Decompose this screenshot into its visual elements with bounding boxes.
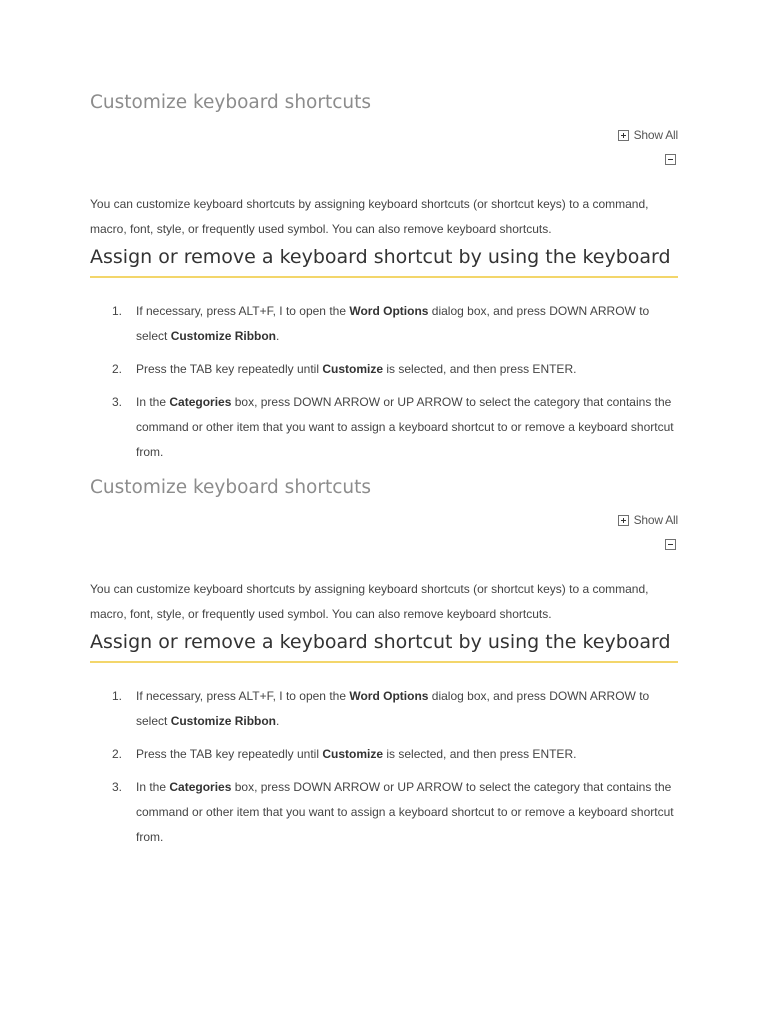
show-all-label: Show All [633,128,678,142]
page-title: Customize keyboard shortcuts [90,92,372,113]
step-text: If necessary, press ALT+F, I to open the [136,689,350,703]
list-item [90,684,678,734]
step-text: is selected, and then press ENTER. [383,747,577,761]
step-text: is selected, and then press ENTER. [383,362,577,376]
ui-term: Categories [169,780,232,794]
ui-term: Word Options [349,689,429,703]
step-text: In the [136,395,170,409]
show-all-button[interactable] [618,128,678,142]
show-all-button[interactable] [618,513,678,527]
plus-box-icon [618,515,629,526]
step-text: box, press DOWN ARROW or UP ARROW to select the category that contains the command or other item that you want to assign a keyboard shortcut to or remove a keyboard shortcut from. [136,780,674,844]
step-text: In the [136,780,170,794]
ui-term: Word Options [349,304,429,318]
step-text: dialog box, and press DOWN ARROW to select [136,304,650,343]
ui-term: Customize Ribbon [170,329,277,343]
show-all-label: Show All [633,513,678,527]
section-heading: Assign or remove a keyboard shortcut by using the keyboard [90,631,678,663]
step-number: 1. [112,689,123,703]
collapse-button[interactable] [665,152,676,170]
steps-list [90,684,678,858]
step-text: If necessary, press ALT+F, I to open the [136,304,350,318]
ui-term: Customize [322,362,384,376]
intro-paragraph: You can customize keyboard shortcuts by assigning keyboard shortcuts (or shortcut keys) to a command, macro, font, style, or frequently used symbol. You can also remove keyboard shortcuts. [90,582,649,621]
step-number: 2. [112,362,123,376]
list-item [90,357,678,382]
list-item [90,775,678,850]
list-item [90,742,678,767]
page-title: Customize keyboard shortcuts [90,477,372,498]
step-text: box, press DOWN ARROW or UP ARROW to select the category that contains the command or other item that you want to assign a keyboard shortcut to or remove a keyboard shortcut from. [136,395,674,459]
step-number: 2. [112,747,123,761]
step-number: 3. [112,395,123,409]
step-text: . [276,329,280,343]
plus-box-icon [618,130,629,141]
step-number: 3. [112,780,123,794]
step-text: . [276,714,280,728]
step-number: 1. [112,304,123,318]
list-item [90,390,678,465]
step-text: Press the TAB key repeatedly until [136,362,323,376]
list-item [90,299,678,349]
ui-term: Customize [322,747,384,761]
collapse-button[interactable] [665,537,676,555]
step-text: dialog box, and press DOWN ARROW to select [136,689,650,728]
step-text: Press the TAB key repeatedly until [136,747,323,761]
intro-paragraph: You can customize keyboard shortcuts by assigning keyboard shortcuts (or shortcut keys) to a command, macro, font, style, or frequently used symbol. You can also remove keyboard shortcuts. [90,197,649,236]
section-heading: Assign or remove a keyboard shortcut by using the keyboard [90,246,678,278]
ui-term: Customize Ribbon [170,714,277,728]
steps-list [90,299,678,473]
minus-box-icon [665,154,676,165]
ui-term: Categories [169,395,232,409]
minus-box-icon [665,539,676,550]
